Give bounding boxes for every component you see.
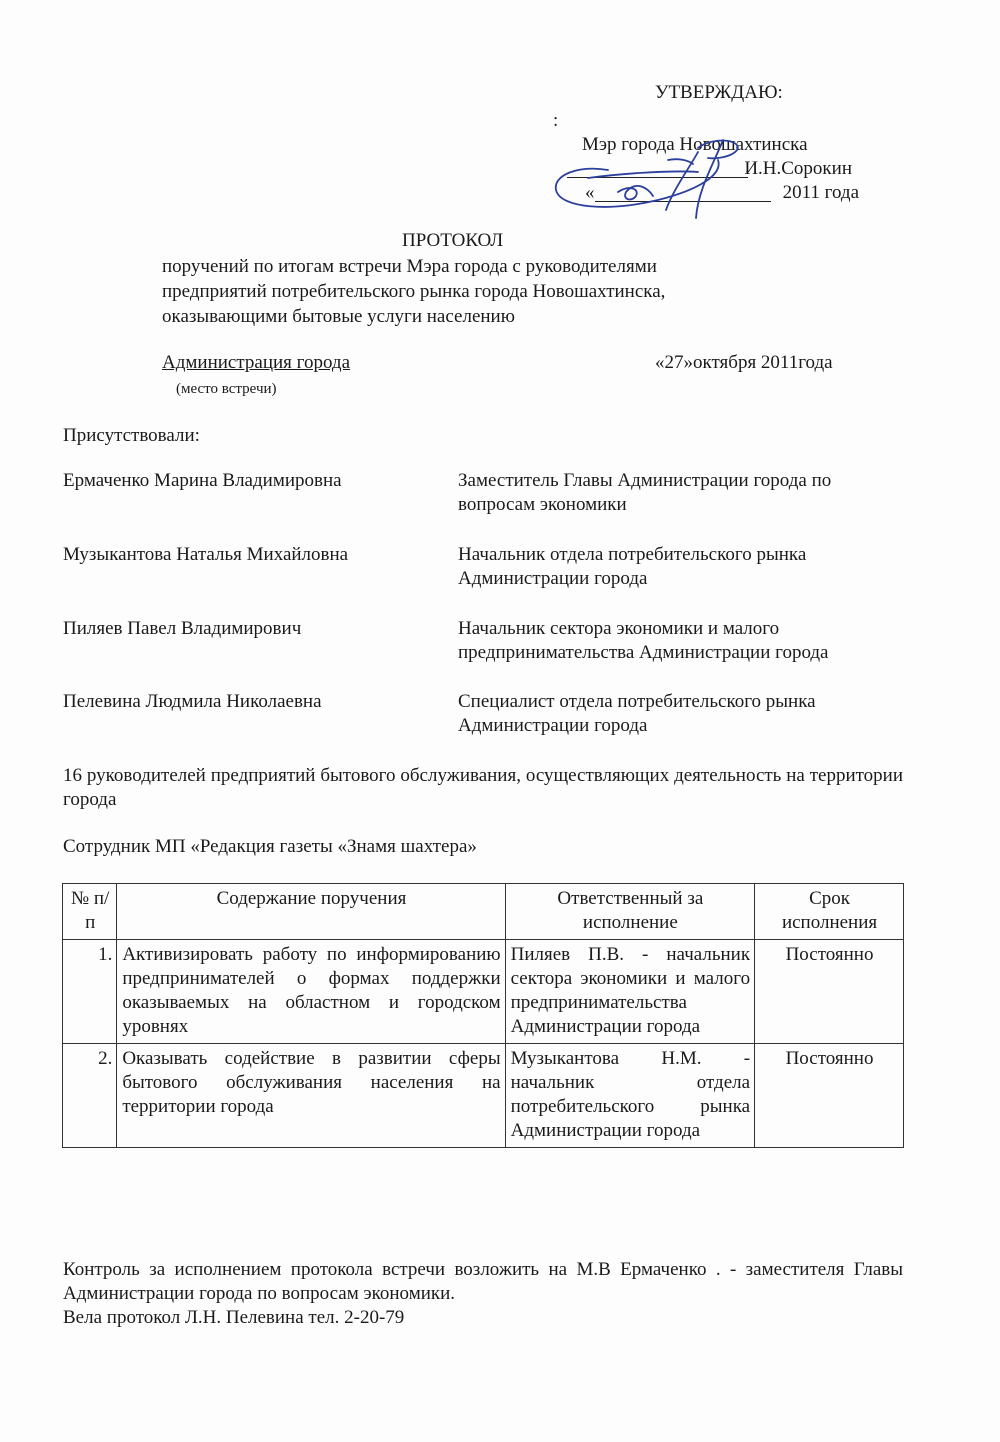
row-responsible: Музыкантова Н.М. - начальник отдела потребительского рынка Администрации города — [505, 1044, 754, 1148]
attendee-name: Ермаченко Марина Владимировна — [63, 470, 342, 491]
attendee-name: Пелевина Людмила Николаевна — [63, 691, 322, 712]
row-content: Активизировать работу по информированию предпринимателей о формах поддержки оказываемых на областном и городском уровнях — [117, 940, 505, 1044]
table-row — [63, 940, 904, 1044]
attendee-name: Пиляев Павел Владимирович — [63, 618, 302, 639]
column-header-deadline: Срок исполнения — [755, 884, 904, 940]
attendee-role: Начальник отдела потребительского рынка Администрации города — [458, 544, 807, 589]
approval-colon: : — [553, 110, 559, 131]
table-row — [63, 1044, 904, 1148]
press-attendee: Сотрудник МП «Редакция газеты «Знамя шахтера» — [63, 836, 477, 857]
approval-date-year: 2011 года — [782, 182, 859, 203]
approval-heading: УТВЕРЖДАЮ: — [655, 82, 783, 103]
row-deadline: Постоянно — [755, 1044, 904, 1148]
present-heading: Присутствовали: — [63, 425, 200, 446]
row-deadline: Постоянно — [755, 940, 904, 1044]
orders-table — [62, 883, 904, 1148]
attendee-role: Специалист отдела потребительского рынка Администрации города — [458, 691, 816, 736]
attendee-name: Музыкантова Наталья Михайловна — [63, 544, 349, 565]
meeting-place-note: (место встречи) — [176, 381, 277, 397]
row-content: Оказывать содействие в развитии сферы бытового обслуживания населения на территории города — [117, 1044, 505, 1148]
meeting-date: «27»октября 2011года — [655, 352, 833, 373]
protocol-recorder: Вела протокол Л.Н. Пелевина тел. 2-20-79 — [63, 1307, 405, 1328]
table-header-row — [63, 884, 904, 940]
handwritten-signature-icon — [548, 130, 748, 220]
column-header-number: № п/п — [63, 884, 117, 940]
protocol-subtitle: поручений по итогам встречи Мэра города с руководителями предприятий потребительского рынка города Новошахтинска, оказывающими бытовые услуги населению — [162, 256, 666, 327]
mayor-title: Мэр города Новошахтинска — [582, 134, 808, 155]
attendee-role: Заместитель Главы Администрации города по вопросам экономики — [458, 470, 832, 515]
column-header-content: Содержание поручения — [117, 884, 505, 940]
mayor-name: И.Н.Сорокин — [744, 158, 852, 179]
attendee-role: Начальник сектора экономики и малого предпринимательства Администрации города — [458, 618, 829, 663]
protocol-title: ПРОТОКОЛ — [402, 230, 504, 251]
other-attendees: 16 руководителей предприятий бытового обслуживания, осуществляющих деятельность на территории города — [63, 765, 903, 810]
row-number: 1. — [63, 940, 117, 1044]
column-header-responsible: Ответственный за исполнение — [505, 884, 754, 940]
meeting-place: Администрация города — [162, 352, 351, 373]
row-number: 2. — [63, 1044, 117, 1148]
approval-date-quote: « — [585, 182, 595, 203]
row-responsible: Пиляев П.В. - начальник сектора экономики и малого предпринимательства Администрации города — [505, 940, 754, 1044]
control-note: Контроль за исполнением протокола встречи возложить на М.В Ермаченко . - заместителя Главы Администрации города по вопросам экономики. — [63, 1259, 903, 1304]
